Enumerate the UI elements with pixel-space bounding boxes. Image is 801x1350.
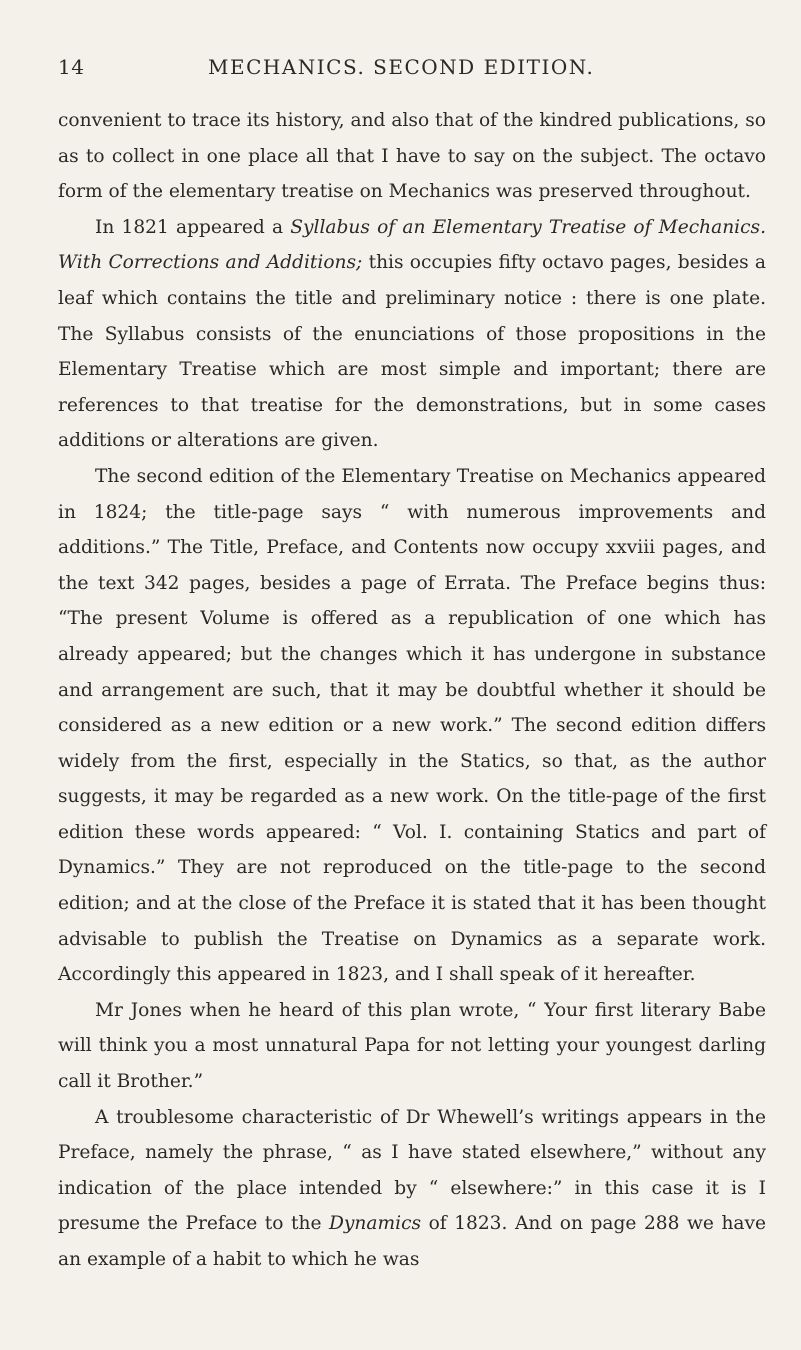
paragraph-5-rest: of 1823. And on page 288 we have an example of a habit to which he was [58,1213,767,1270]
running-head: MECHANICS. SECOND EDITION. [208,55,595,79]
paragraph-3: The second edition of the Elementary Treatise on Mechanics appeared in 1824; the title-page says “ with numerous improvements and additions.” The Title, Preface, and Contents now occupy xxviii pages, and the text 342 pages, besides a page of Errata. The Preface begins thus: “The present Volume is offered as a republication of one which has already appeared; but the changes which it has undergone in substance and arrangement are such, that it may be doubtful whether it should be considered as a new edition or a new work.” The second edition differs widely from the first, especially in the Statics, so that, as the author suggests, it may be regarded as a new work. On the title-page of the first edition these words appeared: “ Vol. I. containing Statics and part of Dynamics.” They are not reproduced on the title-page to the second edition; and at the close of the Preface it is stated that it has been thought advisable to publish the Treatise on Dynamics as a separate work. Accordingly this appeared in 1823, and I shall speak of it hereafter. [58,465,766,986]
paragraph-2 [58,210,766,459]
page-number: 14 [58,55,85,79]
paragraph-5 [58,1100,766,1278]
paragraph-1: convenient to trace its history, and also that of the kindred publications, so as to collect in one place all that I have to say on the subject. The octavo form of the elementary treatise on Mechanics was preserved throughout. [58,110,766,203]
body-text [58,103,766,1278]
paragraph-4: Mr Jones when he heard of this plan wrote, “ Your first literary Babe will think you a most unnatural Papa for not letting your youngest darling call it Brother.” [58,999,766,1093]
paragraph-5-lead: A troublesome characteristic of Dr Whewell’s writings appears in the Preface, namely the phrase, “ as I have stated elsewhere,” without any indication of the place intended by “ elsewhere:” in this case it is I presume the Preface to the [58,1106,766,1235]
syllabus-title: Syllabus of an Elementary Treatise of Mechanics. With Corrections and Additions; [58,216,766,274]
paragraph-2-lead: In 1821 appeared a [95,216,291,238]
page-header [58,55,764,87]
paragraph-2-rest: this occupies fifty octavo pages, besides a leaf which contains the title and preliminary notice : there is one plate. The Syllabus consists of the enunciations of those propositions in the Elementary Treatise which are most simple and important; there are references to that treatise for the demonstrations, but in some cases additions or alterations are given. [58,252,766,452]
dynamics-title: Dynamics [329,1213,422,1235]
